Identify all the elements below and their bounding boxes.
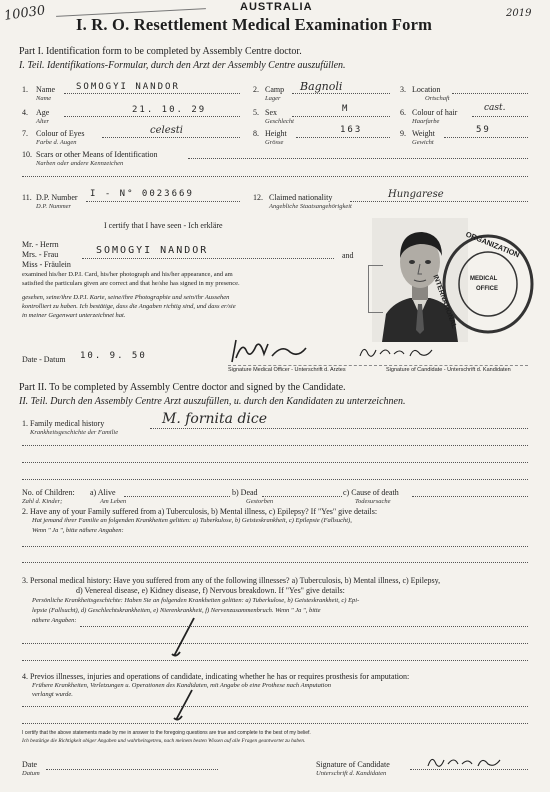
eyes-value: celesti	[150, 125, 183, 136]
q2-de-1: Hat jemand ihrer Familie an folgenden Krankheiten gelitten: a) Tuberkulose, b) Geisteskrankheit, c) Epilepsie (Fallsucht),	[32, 517, 352, 524]
children-alive-line	[124, 496, 230, 497]
height-label: Height	[265, 129, 287, 138]
q3-line-3	[22, 660, 528, 661]
camp-line	[292, 93, 390, 94]
part2-heading-de: II. Teil. Durch den Assembly Centre Arzt auszufüllen, u. durch den Kandidaten zu unterzeichnen.	[19, 396, 406, 407]
cause-of-death-label: c) Cause of death	[343, 488, 399, 497]
nationality-line	[350, 201, 528, 202]
q2-de-2: Wenn " Ja ", bitte nähere Angaben:	[32, 527, 124, 534]
q1-value: M. fornita dice	[162, 411, 268, 427]
q4-de-1: Frühere Krankheiten, Verletzungen u. Operationen des Kandidaten, mit Angabe ob eine Prothese nach Amputation	[32, 682, 331, 689]
part2-date-sub: Datum	[22, 770, 40, 777]
part2-sig-sub: Unterschrift d. Kandidaten	[316, 770, 387, 777]
q1-sub: Krankheitsgeschichte der Familie	[30, 429, 119, 436]
sex-sub: Geschlecht	[265, 118, 294, 125]
name-value: SOMOGYI NANDOR	[76, 82, 180, 92]
candidate-signature-2	[424, 752, 504, 772]
medical-officer-signature	[228, 336, 320, 366]
dp-number-sub: D.P. Nummer	[36, 203, 72, 210]
country-stamp: AUSTRALIA	[240, 1, 313, 13]
eyes-label: Colour of Eyes	[36, 129, 85, 138]
age-no: 4.	[22, 108, 28, 117]
q1-line-3	[22, 462, 528, 463]
part1-signature-line	[228, 365, 528, 366]
location-sub: Ortschaft	[425, 95, 450, 102]
q3-line-2	[22, 643, 528, 644]
eyes-line	[102, 137, 240, 138]
photo-stamp-bracket	[368, 265, 383, 313]
cause-of-death-line	[412, 496, 528, 497]
sig-candidate-label: Signature of Candidate - Unterschrift d. Kandidaten	[386, 367, 511, 373]
sig-officer-label: Signature Medical Officer - Unterschrift d. Arztes	[228, 367, 346, 373]
dp-number-no: 11.	[22, 193, 32, 202]
file-number: 2019	[506, 8, 532, 19]
q2-line-1	[22, 546, 528, 547]
weight-label: Weight	[412, 129, 435, 138]
q1-line-1	[150, 428, 528, 429]
height-no: 8.	[253, 129, 259, 138]
height-value: 163	[340, 125, 363, 135]
children-sub: Zahl d. Kinder;	[22, 498, 63, 505]
candidate-signature-1	[356, 342, 436, 362]
stamp-text-side: INTERNATIONAL	[431, 274, 458, 330]
camp-label: Camp	[265, 85, 285, 94]
stamp-text-office: OFFICE	[476, 286, 498, 292]
certify-de-2: kontrolliert zu haben. Ich bestätige, dass die Angaben richtig sind, und dass er/sie	[22, 303, 236, 310]
q4-de-2: verlangt wurde.	[32, 691, 73, 698]
part1-date-label: Date - Datum	[22, 355, 66, 364]
part1-date-value: 10. 9. 50	[80, 351, 147, 361]
q4-text: 4. Previos illnesses, injuries and operations of candidate, indicating whether he has or requires prosthesis for amputation:	[22, 672, 410, 681]
hair-value: cast.	[484, 103, 506, 113]
weight-no: 9.	[400, 129, 406, 138]
nationality-sub: Angebliche Staatsangehörigkeit	[269, 203, 352, 210]
q1-label: 1. Family medical history	[22, 419, 105, 428]
weight-sub: Gewicht	[412, 139, 434, 146]
children-label: No. of Children:	[22, 488, 75, 497]
children-dead-label: b) Dead	[232, 488, 258, 497]
location-no: 3.	[400, 85, 406, 94]
sex-label: Sex	[265, 108, 277, 117]
sex-no: 5.	[253, 108, 259, 117]
q1-line-2	[22, 445, 528, 446]
certify-de-1: gesehen, seine/ihre D.P.I. Karte, seine/ihre Photographie und sein/ihr Aussehen	[22, 294, 230, 301]
scars-line	[188, 158, 528, 159]
q3-de-3: nähere Angaben:	[32, 617, 77, 624]
part2-heading-en: Part II. To be completed by Assembly Centre doctor and signed by the Candidate.	[19, 382, 346, 393]
age-value: 21. 10. 29	[132, 105, 207, 115]
name-line	[64, 93, 240, 94]
doc-ref-number: 10030	[3, 3, 47, 24]
certify-en-1: examined his/her D.P.I. Card, his/her photograph and his/her appearance, and am	[22, 271, 233, 278]
name-sub: Name	[36, 95, 52, 102]
and-label: and	[342, 251, 354, 260]
q2-line-2	[22, 562, 528, 563]
stamp-text-top: ORGANIZATION	[464, 229, 521, 260]
part2-date-label: Date	[22, 760, 38, 769]
cause-of-death-sub: Todesursache	[355, 498, 391, 505]
height-sub: Grösse	[265, 139, 284, 146]
name-no: 1.	[22, 85, 28, 94]
children-alive-label: a) Alive	[90, 488, 116, 497]
form-title: I. R. O. Resettlement Medical Examination Form	[76, 15, 433, 34]
nationality-no: 12.	[253, 193, 263, 202]
salutation-miss: Miss - Fräulein	[22, 260, 71, 269]
final-cert-en: I certify that the above statements made by me in answer to the foregoing questions are true and complete to the best of my belief.	[22, 730, 311, 736]
weight-value: 59	[476, 125, 491, 135]
hair-no: 6.	[400, 108, 406, 117]
nationality-value: Hungarese	[388, 189, 444, 200]
children-dead-line	[262, 496, 342, 497]
camp-no: 2.	[253, 85, 259, 94]
certify-line: I certify that I have seen - Ich erkläre	[104, 221, 223, 230]
q4-line-2	[22, 723, 528, 724]
camp-sub: Lager	[265, 95, 281, 102]
weight-line	[444, 137, 528, 138]
scars-line-2	[22, 176, 528, 177]
q1-line-4	[22, 479, 528, 480]
certify-de-3: in meiner Gegenwart unterzeichnet hat.	[22, 312, 126, 319]
scars-sub: Narben oder andere Kennzeichen	[36, 160, 124, 167]
stamp-text-medical: MEDICAL	[470, 276, 498, 282]
height-line	[296, 137, 390, 138]
person-name: SOMOGYI NANDOR	[96, 245, 209, 256]
q3-text-1: 3. Personal medical history: Have you suffered from any of the following illnesses? a) Tuberculosis, b) Mental illness, c) Epilepsy,	[22, 576, 441, 585]
part1-heading-en: Part I. Identification form to be completed by Assembly Centre doctor.	[19, 46, 302, 57]
q3-line-1	[80, 626, 528, 627]
dp-number-value: I - N° 0023669	[90, 189, 194, 199]
eyes-sub: Farbe d. Augen	[36, 139, 77, 146]
final-cert-de: Ich bestätige die Richtigkeit obiger Angaben und wahrheitsgetreu, nach meinem besten Wissen auf alle Fragen geantwortet zu haben.	[22, 738, 306, 744]
part1-heading-de: I. Teil. Identifikations-Formular, durch den Arzt der Assembly Centre auszufüllen.	[19, 60, 346, 71]
part2-sig-label: Signature of Candidate	[316, 760, 390, 769]
person-name-line	[82, 258, 334, 259]
salutation-mr: Mr. - Herrn	[22, 240, 59, 249]
location-label: Location	[412, 85, 441, 94]
children-alive-sub: Am Leben	[100, 498, 127, 505]
dp-number-label: D.P. Number	[36, 193, 78, 202]
part2-date-line	[46, 769, 218, 770]
certify-en-2: satisfied the particulars given are correct and that he/she has signed in my presence.	[22, 280, 240, 287]
children-dead-sub: Gestorben	[246, 498, 274, 505]
q3-text-2: d) Venereal disease, e) Kidney disease, f) Nervous breakdown. If "Yes" give details:	[76, 586, 345, 595]
hair-label: Colour of hair	[412, 108, 458, 117]
age-label: Age	[36, 108, 50, 117]
scars-no: 10.	[22, 150, 32, 159]
sex-line	[292, 116, 390, 117]
hair-sub: Haarfarbe	[412, 118, 440, 125]
q3-de-2: lepsie (Fallsucht), d) Geschlechtskrankheiten, e) Nierenkrankheit, f) Nervenzusammenbruch. Wenn " Ja ", bitte	[32, 607, 321, 614]
age-line	[64, 116, 240, 117]
dp-number-line	[86, 201, 240, 202]
sex-value: M	[342, 104, 350, 114]
salutation-mrs: Mrs. - Frau	[22, 250, 59, 259]
location-line	[452, 93, 528, 94]
age-sub: Alter	[36, 118, 49, 125]
name-label: Name	[36, 85, 56, 94]
scars-label: Scars or other Means of Identification	[36, 150, 158, 159]
q4-line-1	[22, 706, 528, 707]
q3-slash-mark	[168, 616, 198, 660]
nationality-label: Claimed nationality	[269, 193, 333, 202]
hair-line	[472, 116, 528, 117]
camp-value: Bagnoli	[300, 80, 343, 93]
organization-stamp	[431, 229, 536, 336]
q4-slash-mark	[168, 688, 198, 724]
eyes-no: 7.	[22, 129, 28, 138]
q2-text: 2. Have any of your Family suffered from a) Tuberculosis, b) Mental illness, c) Epilepsy? If "Yes" give details:	[22, 507, 378, 516]
q3-de-1: Persönliche Krankheitsgeschichte: Haben Sie an folgenden Krankheiten gelitten: a) Tuberkulose, b) Geisteskrankheit, c) Epi-	[32, 597, 360, 604]
